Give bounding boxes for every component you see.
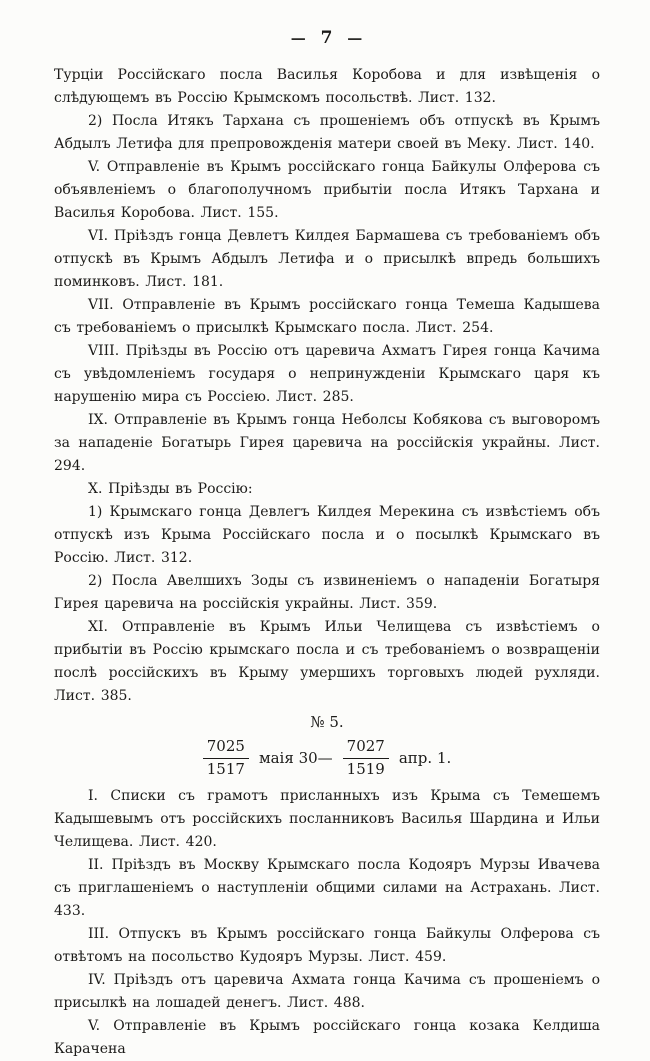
section-heading: № 5. [310, 713, 344, 731]
date-fraction-first-numerator: 7025 [203, 738, 249, 758]
date-fraction-first [203, 738, 249, 778]
paragraph-item-I-s5: I. Списки съ грамотъ присланныхъ изъ Крыма съ Темешемъ Кадышевымъ отъ россійскихъ посланниковъ Василья Шардина и Ильи Челищева. Лист. 420. [54, 788, 600, 850]
paragraph-item-V-s5: V. Отправленіе въ Крымъ россійскаго гонца козака Келдиша Карачена [54, 1018, 600, 1057]
paragraph-item-IV-s5: IV. Пріѣздъ отъ царевича Ахмата гонца Качима съ прошеніемъ о присылкѣ на лошадей денегъ. Лист. 488. [54, 972, 600, 1011]
paragraph-item-VII: VII. Отправленіе въ Крымъ россійскаго гонца Темеша Кадышева съ требованіемъ о присылкѣ Крымскаго посла. Лист. 254. [54, 297, 600, 336]
date-fraction-second-denominator: 1519 [346, 759, 385, 778]
paragraph-item-III-s5: III. Отпускъ въ Крымъ россійскаго гонца Байкулы Олферова съ отвѣтомъ на посольство Кудояръ Мурзы. Лист. 459. [54, 926, 600, 965]
page-number: 7 [320, 28, 334, 48]
paragraph-item-X-2: 2) Посла Авелшихъ Зоды съ извиненіемъ о нападеніи Богатыря Гирея царевича на россійскія украйны. Лист. 359. [54, 573, 600, 612]
page-number-header [54, 28, 600, 48]
date-fraction-second-numerator: 7027 [343, 738, 389, 758]
date-fraction-second [343, 738, 389, 778]
paragraph-item-2: 2) Посла Итякъ Тархана съ прошеніемъ объ отпускѣ въ Крымъ Абдылъ Летифа для препровожденія матери своей въ Меку. Лист. 140. [54, 113, 600, 152]
section-date-line [54, 734, 600, 782]
paragraph-item-X: X. Пріѣзды въ Россію: [88, 481, 253, 497]
paragraph-item-V: V. Отправленіе въ Крымъ россійскаго гонца Байкулы Олферова съ объявленіемъ о благополучномъ прибытіи посла Итякъ Тархана и Василья Коробова. Лист. 155. [54, 159, 600, 221]
paragraph-item-II-s5: II. Пріѣздъ въ Москву Крымскаго посла Кодояръ Мурзы Ивачева съ приглашеніемъ о наступленіи общими силами на Астрахань. Лист. 433. [54, 857, 600, 919]
paragraph-item-VI: VI. Пріѣздъ гонца Девлетъ Килдея Бармашева съ требованіемъ объ отпускѣ въ Крымъ Абдылъ Летифа и о присылкѣ впредь большихъ поминковъ. Лист. 181. [54, 228, 600, 290]
paragraph-continuation: Турціи Россійскаго посла Василья Коробова и для извѣщенія о слѣдующемъ въ Россію Крымскомъ посольствѣ. Лист. 132. [54, 67, 600, 106]
date-fraction-first-denominator: 1517 [206, 759, 245, 778]
text-block [54, 64, 600, 1061]
date-after-text: апр. 1. [398, 749, 452, 767]
paragraph-item-IX: IX. Отправленіе въ Крымъ гонца Неболсы Кобякова съ выговоромъ за нападеніе Богатырь Гирея царевича на россійскія украйны. Лист. 294. [54, 412, 600, 474]
paragraph-item-XI: XI. Отправленіе въ Крымъ Ильи Челищева съ извѣстіемъ о прибытіи въ Россію крымскаго посла и съ требованіемъ о возвращеніи послѣ россійскихъ въ Крыму умершихъ торговыхъ людей рухляди. Лист. 385. [54, 619, 600, 704]
date-middle-text: маія 30— [258, 749, 333, 767]
paragraph-item-VIII: VIII. Пріѣзды въ Россію отъ царевича Ахматъ Гирея гонца Качима съ увѣдомленіемъ государя о непринужденіи Крымскаго царя къ нарушенію мира съ Россіею. Лист. 285. [54, 343, 600, 405]
header-dash-left: — [290, 29, 307, 47]
header-dash-right: — [347, 29, 364, 47]
paragraph-item-X-1: 1) Крымскаго гонца Девлегъ Килдея Мерекина съ извѣстіемъ объ отпускѣ изъ Крыма Россійскаго посла и о посылкѣ Крымскаго въ Россію. Лист. 312. [54, 504, 600, 566]
